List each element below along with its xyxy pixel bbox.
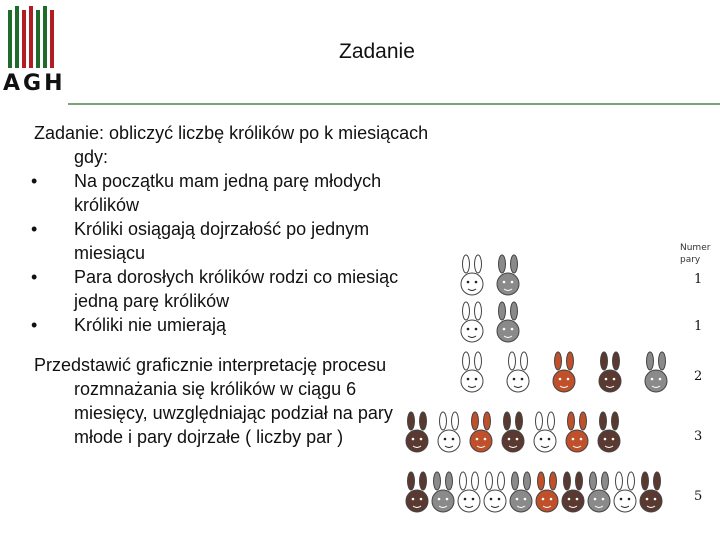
pair-count-label: 3 [694,429,703,444]
task-text: Przedstawić graficznie interpretację procesu rozmnażania się królików w ciągu 6 miesięcy, uwzględniając podział na pary młode i pary dojrzałe ( liczby par ) [34,355,393,447]
condition-item [31,217,429,265]
slide-title: Zadanie [339,40,415,63]
condition-item [31,265,429,313]
bullet-icon: • [31,171,38,191]
condition-text: Para dorosłych królików rodzi co miesiąc jedną parę królików [74,267,399,311]
adult-rabbit-pair-icon [596,351,624,395]
young-rabbit-pair-icon [611,471,639,515]
agh-emblem-icon [6,6,62,68]
condition-text: Na początku mam jedną parę młodych królików [74,171,382,215]
condition-item [31,169,429,217]
rabbit-population-figure [398,236,720,536]
agh-logo [0,0,68,104]
pair-count-label: 5 [694,489,703,504]
pair-count-label: 2 [694,369,703,384]
adult-rabbit-pair-icon [507,471,535,515]
young-rabbit-pair-icon [458,301,486,345]
bullet-icon: • [31,315,38,335]
adult-rabbit-pair-icon [467,411,495,455]
adult-rabbit-pair-icon [642,351,670,395]
header-divider [68,103,720,105]
adult-rabbit-pair-icon [494,301,522,345]
bullet-icon: • [31,219,38,239]
young-rabbit-pair-icon [458,351,486,395]
adult-rabbit-pair-icon [494,254,522,298]
adult-rabbit-pair-icon [559,471,587,515]
condition-list [31,169,429,337]
adult-rabbit-pair-icon [499,411,527,455]
pair-count-header-line1: Numer [680,243,711,253]
pair-count-header [680,242,710,266]
young-rabbit-pair-icon [531,411,559,455]
adult-rabbit-pair-icon [550,351,578,395]
pair-count-label: 1 [694,319,703,334]
young-rabbit-pair-icon [455,471,483,515]
adult-rabbit-pair-icon [595,411,623,455]
bullet-icon: • [31,267,38,287]
adult-rabbit-pair-icon [563,411,591,455]
adult-rabbit-pair-icon [403,471,431,515]
condition-item [31,313,429,337]
pair-count-label: 1 [694,272,703,287]
condition-text: Króliki osiągają dojrzałość po jednym miesiącu [74,219,370,263]
adult-rabbit-pair-icon [429,471,457,515]
condition-text: Króliki nie umierają [74,315,227,335]
adult-rabbit-pair-icon [403,411,431,455]
young-rabbit-pair-icon [504,351,532,395]
young-rabbit-pair-icon [481,471,509,515]
adult-rabbit-pair-icon [585,471,613,515]
adult-rabbit-pair-icon [533,471,561,515]
adult-rabbit-pair-icon [637,471,665,515]
young-rabbit-pair-icon [458,254,486,298]
pair-count-header-line2: pary [680,255,701,265]
slide-body [31,121,429,449]
agh-logo-text: AGH [3,71,66,96]
intro-text: Zadanie: obliczyć liczbę królików po k miesiącach gdy: [34,123,429,167]
young-rabbit-pair-icon [435,411,463,455]
